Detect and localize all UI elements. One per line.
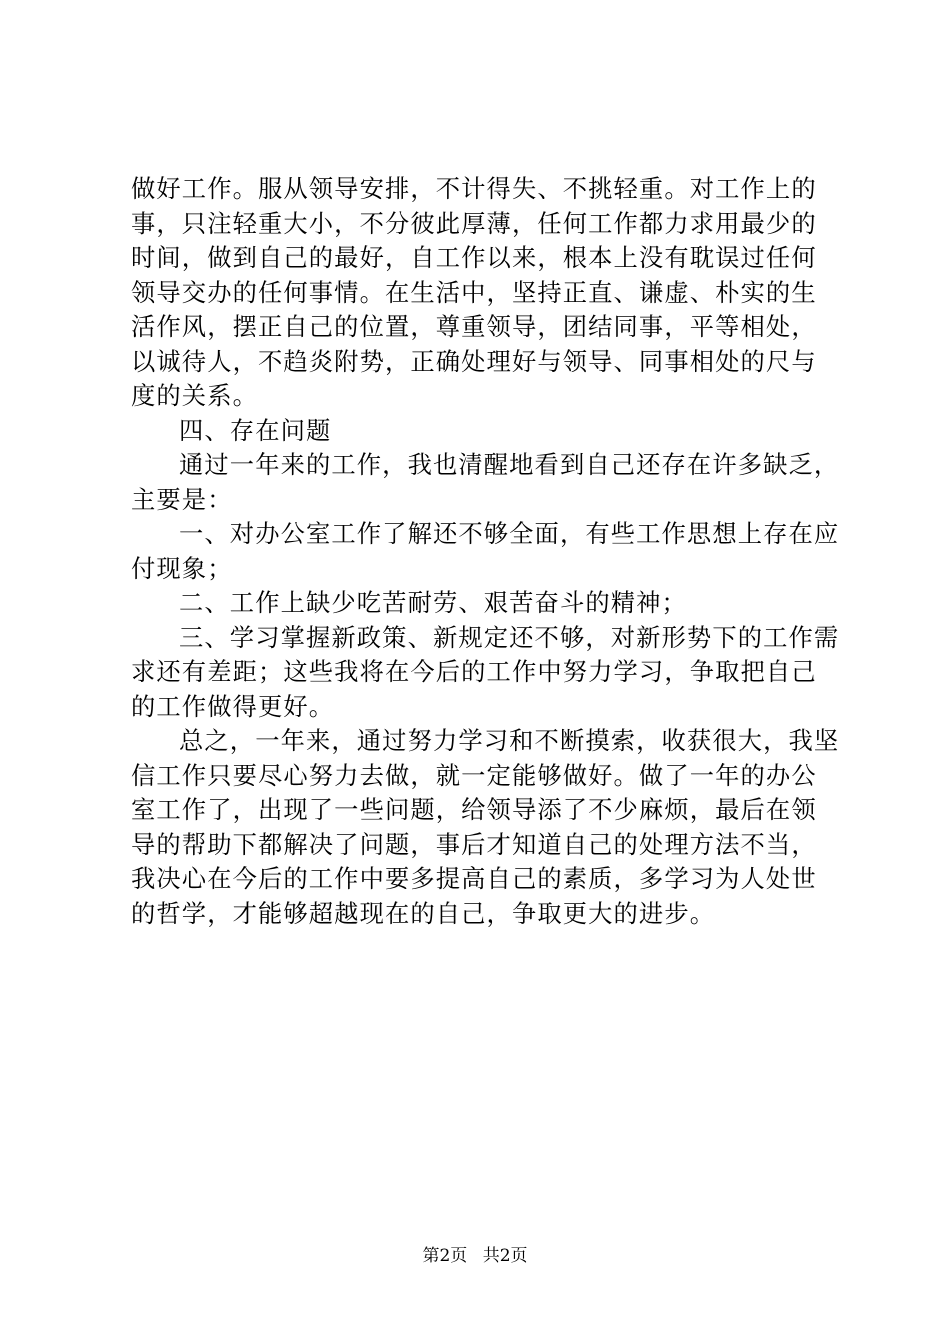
text-line: 总之，一年来，通过努力学习和不断摸索，收获很大，我坚 [179,726,840,755]
list-item-line: 二、工作上缺少吃苦耐劳、艰苦奋斗的精神； [179,588,687,617]
text-line: 事，只注轻重大小，不分彼此厚薄，任何工作都力求用最少的 [131,208,817,238]
text-line: 活作风，摆正自己的位置，尊重领导，团结同事，平等相处， [131,312,817,341]
text-line: 的哲学，才能够超越现在的自己，争取更大的进步。 [131,898,716,928]
text-line: 导的帮助下都解决了问题，事后才知道自己的处理方法不当， [131,829,817,859]
text-line: 室工作了，出现了一些问题，给领导添了不少麻烦，最后在领 [131,795,817,824]
page-footer [0,1244,950,1268]
list-item-line: 付现象； [131,553,233,583]
text-line: 度的关系。 [131,381,258,410]
page-number: 第2页 [422,1246,468,1266]
text-line: 时间，做到自己的最好，自工作以来，根本上没有耽误过任何 [131,243,817,272]
text-line: 做好工作。服从领导安排，不计得失、不挑轻重。对工作上的 [131,174,817,203]
page-total: 共2页 [482,1246,528,1266]
list-item-line: 一、对办公室工作了解还不够全面，有些工作思想上存在应 [179,519,840,548]
text-line: 领导交办的任何事情。在生活中，坚持正直、谦虚、朴实的生 [131,277,817,307]
text-line: 我决心在今后的工作中要多提高自己的素质，多学习为人处世 [131,864,817,893]
list-item-line: 的工作做得更好。 [131,691,335,721]
text-line: 通过一年来的工作，我也清醒地看到自己还存在许多缺乏， [179,450,840,479]
text-line: 信工作只要尽心努力去做，就一定能够做好。做了一年的办公 [131,760,817,790]
list-item-line: 求还有差距；这些我将在今后的工作中努力学习，争取把自己 [131,657,817,686]
text-line: 主要是： [131,484,233,514]
list-item-line: 三、学习掌握新政策、新规定还不够，对新形势下的工作需 [179,622,840,652]
text-line: 以诚待人，不趋炎附势，正确处理好与领导、同事相处的尺与 [131,346,817,376]
section-heading: 四、存在问题 [179,415,332,445]
document-body [131,172,843,931]
